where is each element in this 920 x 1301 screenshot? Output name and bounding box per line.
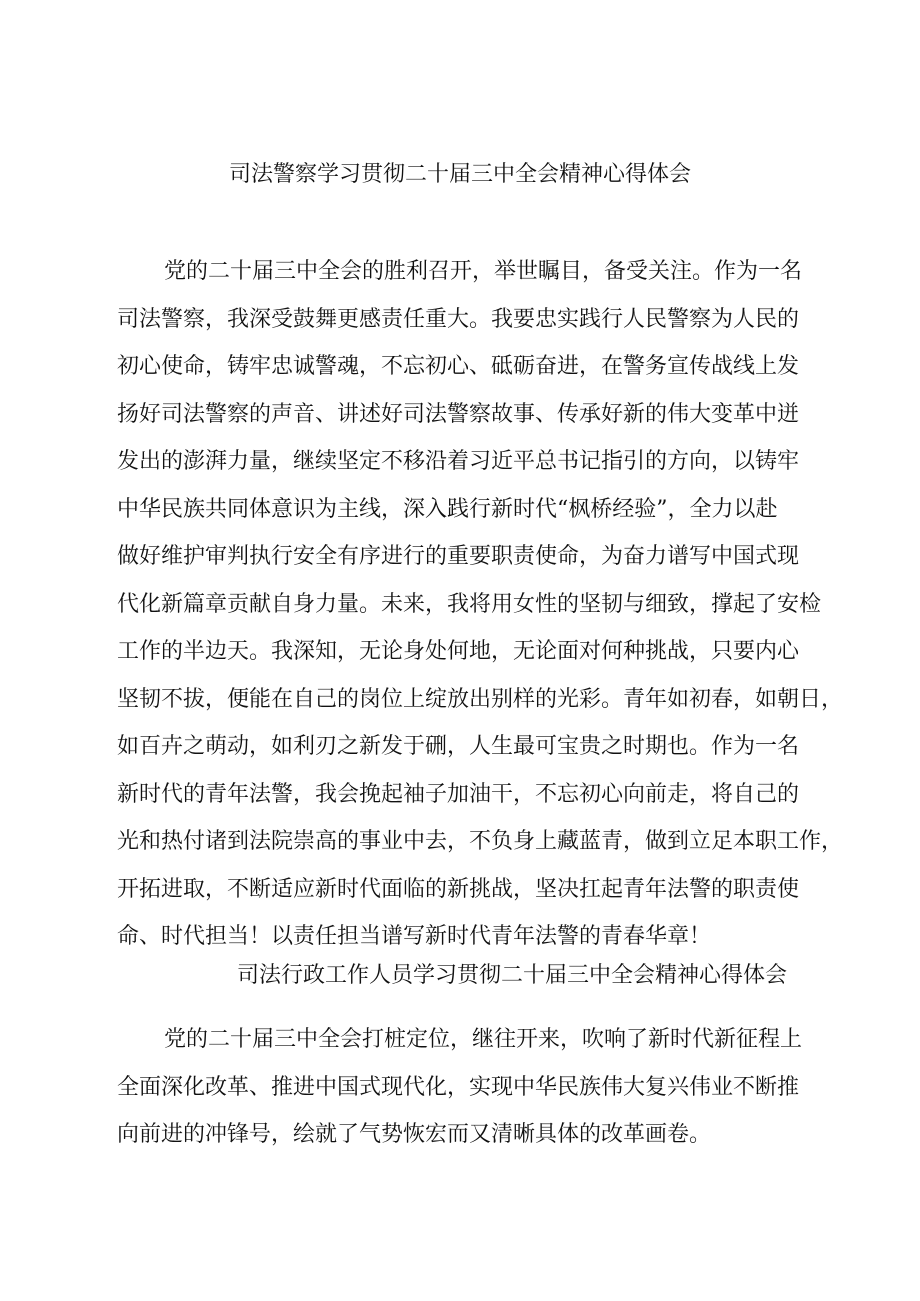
paragraph-line: 开拓进取，不断适应新时代面临的新挑战，坚决扛起青年法警的职责使 (117, 876, 800, 902)
paragraph-line: 如百卉之萌动，如利刃之新发于硎，人生最可宝贵之时期也。作为一名 (117, 734, 800, 759)
paragraph-line: 全面深化改革、推进中国式现代化，实现中华民族伟大复兴伟业不断推 (117, 1074, 800, 1100)
section-2-title: 司法行政工作人员学习贯彻二十届三中全会精神心得体会 (237, 963, 788, 988)
paragraph-line: 光和热付诸到法院崇高的事业中去，不负身上藏蓝青，做到立足本职工作， (117, 829, 844, 854)
paragraph-line: 发出的澎湃力量，继续坚定不移沿着习近平总书记指引的方向，以铸牢 (117, 449, 800, 474)
paragraph-line: 党的二十届三中全会的胜利召开，举世瞩目，备受关注。作为一名 (164, 259, 803, 284)
paragraph-line: 司法警察，我深受鼓舞更感责任重大。我要忠实践行人民警察为人民的 (117, 306, 800, 332)
paragraph-line: 党的二十届三中全会打桩定位，继往开来，吹响了新时代新征程上 (164, 1027, 803, 1052)
paragraph-line: 向前进的冲锋号，绘就了气势恢宏而又清晰具体的改革画卷。 (117, 1122, 712, 1147)
paragraph-line: 中华民族共同体意识为主线，深入践行新时代“枫桥经验”，全力以赴 (117, 496, 778, 522)
section-1-title: 司法警察学习贯彻二十届三中全会精神心得体会 (229, 162, 692, 187)
section-1-paragraph (117, 248, 843, 961)
paragraph-line: 新时代的青年法警，我会挽起袖子加油干，不忘初心向前走，将自己的 (117, 781, 800, 807)
paragraph-line: 做好维护审判执行安全有序进行的重要职责使命，为奋力谱写中国式现 (117, 544, 800, 569)
paragraph-line: 工作的半边天。我深知，无论身处何地，无论面对何种挑战，只要内心 (117, 639, 800, 664)
paragraph-line: 扬好司法警察的声音、讲述好司法警察故事、传承好新的伟大变革中迸 (117, 401, 800, 427)
paragraph-line: 坚韧不拔，便能在自己的岗位上绽放出别样的光彩。青年如初春，如朝日， (117, 686, 844, 712)
paragraph-line: 代化新篇章贡献自身力量。未来，我将用女性的坚韧与细致，撑起了安检 (117, 591, 822, 617)
paragraph-line: 初心使命，铸牢忠诚警魂，不忘初心、砥砺奋进，在警务宣传战线上发 (117, 354, 800, 379)
section-2-paragraph (117, 1016, 802, 1159)
paragraph-line: 命、时代担当！以责任担当谱写新时代青年法警的青春华章！ (117, 924, 712, 949)
